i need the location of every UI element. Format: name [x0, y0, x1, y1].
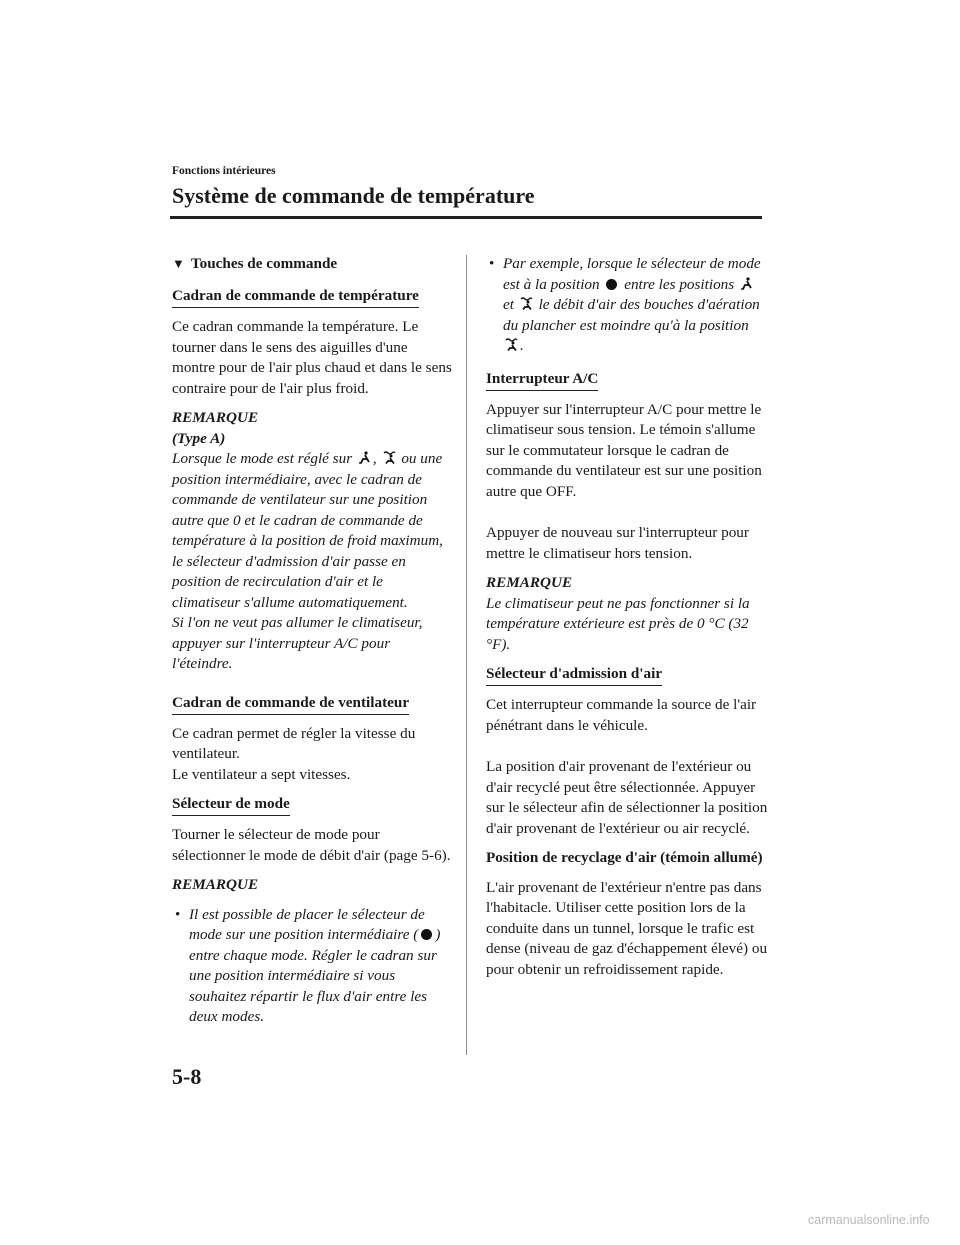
note2-label: REMARQUE [172, 876, 259, 893]
air-intake-text: Cet interrupteur commande la source de l'air pénétrant dans le véhicule. [486, 696, 757, 734]
recycle-position-title: Position de recyclage d'air (témoin allumé) [486, 849, 763, 866]
bullet-dot: • [489, 255, 495, 272]
ac-switch-text: Appuyer sur l'interrupteur A/C pour mettre le climatiseur sous tension. Le témoin s'allume sur le commutateur lorsque le cadran de commande du ventilateur est sur une position autre que OFF. [486, 400, 762, 500]
ac-switch-text-2: Appuyer de nouveau sur l'interrupteur pour mettre le climatiseur hors tension. [486, 524, 749, 562]
fan-speed-text: Le ventilateur a sept vitesses. [172, 765, 351, 783]
note-type: (Type A) [172, 429, 226, 447]
page-number: 5-8 [172, 1064, 202, 1089]
fan-dial-title: Cadran de commande de ventilateur [172, 694, 409, 715]
ac-note-label: REMARQUE [486, 574, 573, 591]
note2-bullet: • Il est possible de placer le sélecteur de mode sur une position intermédiaire ( ) entre chaque mode. Régler le cadran sur une position intermédiaire si vous souhaitez répartir le flux d'air entre les deux modes. [175, 905, 441, 1025]
note-text-2: Si l'on ne veut pas allumer le climatiseur, appuyer sur l'interrupteur A/C pour l'éteindre. [172, 614, 423, 672]
floor-defrost-mode-icon [520, 297, 533, 310]
ac-switch-title: Interrupteur A/C [486, 370, 598, 391]
bullet-dot: • [175, 905, 181, 923]
floor-defrost-mode-icon [383, 451, 396, 464]
right-column [486, 254, 768, 980]
controls-heading: ▼ Touches de commande [172, 255, 338, 272]
note-label: REMARQUE [172, 409, 259, 426]
column-divider [466, 255, 467, 1055]
air-intake-title: Sélecteur d'admission d'air [486, 665, 662, 686]
intermediate-position-icon [606, 279, 617, 290]
temp-dial-title: Cadran de commande de température [172, 287, 419, 308]
title-rule [170, 216, 762, 219]
floor-defrost-mode-icon [505, 338, 518, 351]
fan-dial-text: Ce cadran permet de régler la vitesse du ventilateur. [172, 724, 416, 762]
section-label: Fonctions intérieures [172, 165, 276, 177]
floor-mode-icon [740, 277, 753, 290]
left-column [172, 254, 452, 1028]
air-intake-text-2: La position d'air provenant de l'extérieur ou d'air recyclé peut être sélectionnée. Appuyer sur le sélecteur afin de sélectionner la position d'air provenant de l'extérieur ou air recyclé. [486, 758, 768, 837]
triangle-down-icon: ▼ [172, 256, 185, 271]
ac-note-text: Le climatiseur peut ne pas fonctionner si la température extérieure est près de 0 °C (32 °F). [486, 594, 750, 653]
temp-dial-text: Ce cadran commande la température. Le tourner dans le sens des aiguilles d'une montre pour de l'air plus chaud et dans le sens contraire pour de l'air plus froid. [172, 318, 452, 397]
watermark: carmanualsonline.info [808, 1213, 930, 1227]
mode-selector-text: Tourner le sélecteur de mode pour sélectionner le mode de débit d'air (page 5-6). [172, 826, 451, 864]
floor-mode-icon [358, 451, 371, 464]
intermediate-position-icon [421, 929, 432, 940]
page-title: Système de commande de température [172, 183, 535, 208]
mode-selector-title: Sélecteur de mode [172, 795, 290, 816]
note-text: Lorsque le mode est réglé sur , ou une position intermédiaire, avec le cadran de commande de ventilateur sur une position autre que 0 et le cadran de commande de température à la position de froid maximum, le sélecteur d'admission d'air passe en position de recirculation d'air et le climatiseur s'allume automatiquement. [172, 450, 443, 611]
recycle-position-text: L'air provenant de l'extérieur n'entre pas dans l'habitacle. Utiliser cette position lors de la conduite dans un tunnel, lorsque le trafic est dense (niveau de gaz d'échappement élevé) ou pour obtenir un refroidissement rapide. [486, 878, 768, 978]
example-bullet: • Par exemple, lorsque le sélecteur de mode est à la position entre les positions et le débit d'air des bouches d'aération du plancher est moindre qu'à la position . [489, 255, 761, 354]
